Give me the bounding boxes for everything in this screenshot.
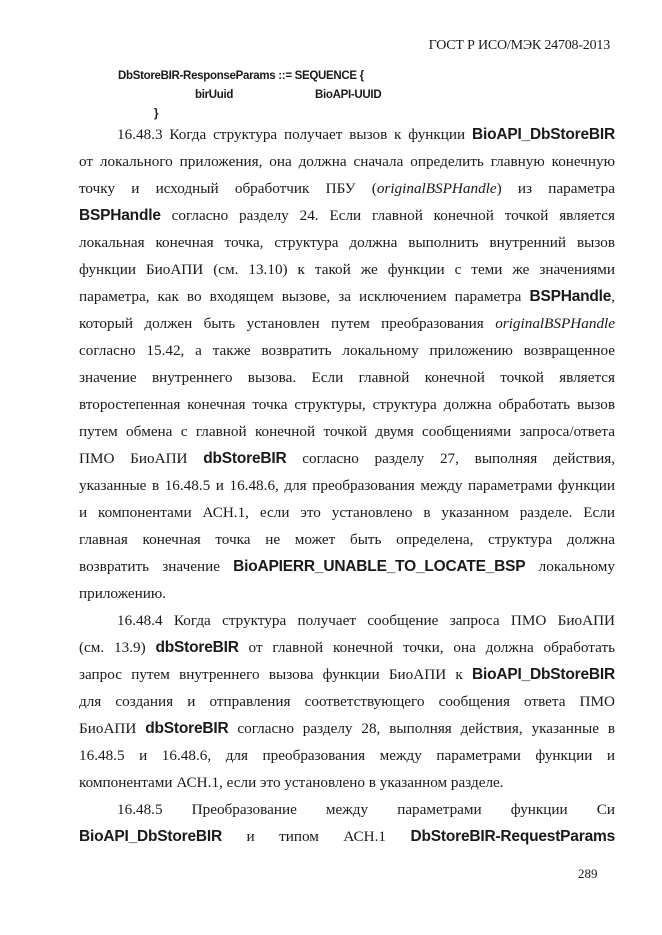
paragraph-line: БиоАПИ dbStoreBIR согласно разделу 28, выполняя действия, указанные в [79,720,616,737]
message-name: dbStoreBIR [155,639,239,656]
message-name: dbStoreBIR [145,720,229,737]
message-name: dbStoreBIR [203,450,287,467]
paragraph-line: BSPHandle согласно разделу 24. Если главной конечной точкой является [79,207,615,224]
param-name: BSPHandle [529,288,612,305]
function-name: BioAPI_DbStoreBIR [79,828,223,845]
paragraph-line: значение внутреннего вызова. Если главной конечной точкой является [79,369,615,386]
paragraph-line: возвратить значение BioAPIERR_UNABLE_TO_LOCATE_BSP локальному [79,558,616,575]
asn-sequence-declaration: DbStoreBIR-ResponseParams ::= SEQUENCE { [118,70,364,82]
paragraph-16-48-3-line: 16.48.3 Когда структура получает вызов к функции BioAPI_DbStoreBIR [117,126,616,143]
paragraph-line: параметра, как во входящем вызове, за исключением параметра BSPHandle, [79,288,615,305]
paragraph-line: и компонентами АСН.1, если это установлено в указанном разделе. Если [79,504,615,521]
paragraph-line: 16.48.5 и 16.48.6, для преобразования между параметрами функции и [79,747,615,764]
param-name: BSPHandle [79,207,161,224]
function-name: BioAPI_DbStoreBIR [472,126,616,143]
paragraph-16-48-5-line: 16.48.5 Преобразование между параметрами функции Си [117,801,616,818]
paragraph-line: (см. 13.9) dbStoreBIR от главной конечной точки, она должна обработать [79,639,616,656]
asn-field-name: birUuid [195,89,234,101]
page-number: 289 [578,866,598,881]
paragraph-line: приложению. [79,585,167,602]
paragraph-line: второстепенная конечная точка структуры, структура должна обработать вызов [79,396,615,413]
paragraph-line: путем обмена с главной конечной точкой двумя сообщениями запроса/ответа [79,423,615,440]
paragraph-line: указанные в 16.48.5 и 16.48.6, для преобразования между параметрами функции [79,477,615,494]
function-name: BioAPI_DbStoreBIR [472,666,616,683]
error-code: BioAPIERR_UNABLE_TO_LOCATE_BSP [233,558,526,575]
param-name: originalBSPHandle [376,180,497,197]
paragraph-line: согласно 15.42, а также возвратить локальному приложению возвращенное [79,342,615,359]
paragraph-line: для создания и отправления соответствующего сообщения ответа ПМО [79,693,615,710]
paragraph-line: от локального приложения, она должна сначала определить главную конечную [79,153,615,170]
paragraph-line: ПМО БиоАПИ dbStoreBIR согласно разделу 27, выполняя действия, [79,450,616,467]
paragraph-line: функции БиоАПИ (см. 13.10) к такой же функции с теми же значениями [79,261,615,278]
standard-header: ГОСТ Р ИСО/МЭК 24708-2013 [428,38,610,53]
paragraph-line: точку и исходный обработчик ПБУ (originalBSPHandle) из параметра [79,180,615,197]
paragraph-line: который должен быть установлен путем преобразования originalBSPHandle [79,315,616,332]
paragraph-line: запрос путем внутреннего вызова функции БиоАПИ к BioAPI_DbStoreBIR [79,666,616,683]
paragraph-line: BioAPI_DbStoreBIR и типом АСН.1 DbStoreBIR-RequestParams [79,828,615,845]
asn-type-name: DbStoreBIR-RequestParams [410,828,615,845]
paragraph-line: компонентами АСН.1, если это установлено в указанном разделе. [79,774,504,791]
asn-field-type: BioAPI-UUID [315,89,382,101]
paragraph-line: главная конечная точка не может быть определена, структура должна [79,531,615,548]
param-name: originalBSPHandle [495,315,616,332]
asn-closing-brace: } [154,108,159,120]
paragraph-16-48-4-line: 16.48.4 Когда структура получает сообщение запроса ПМО БиоАПИ [117,612,616,629]
paragraph-line: локальная конечная точка, структура должна выполнить внутренний вызов [79,234,615,251]
